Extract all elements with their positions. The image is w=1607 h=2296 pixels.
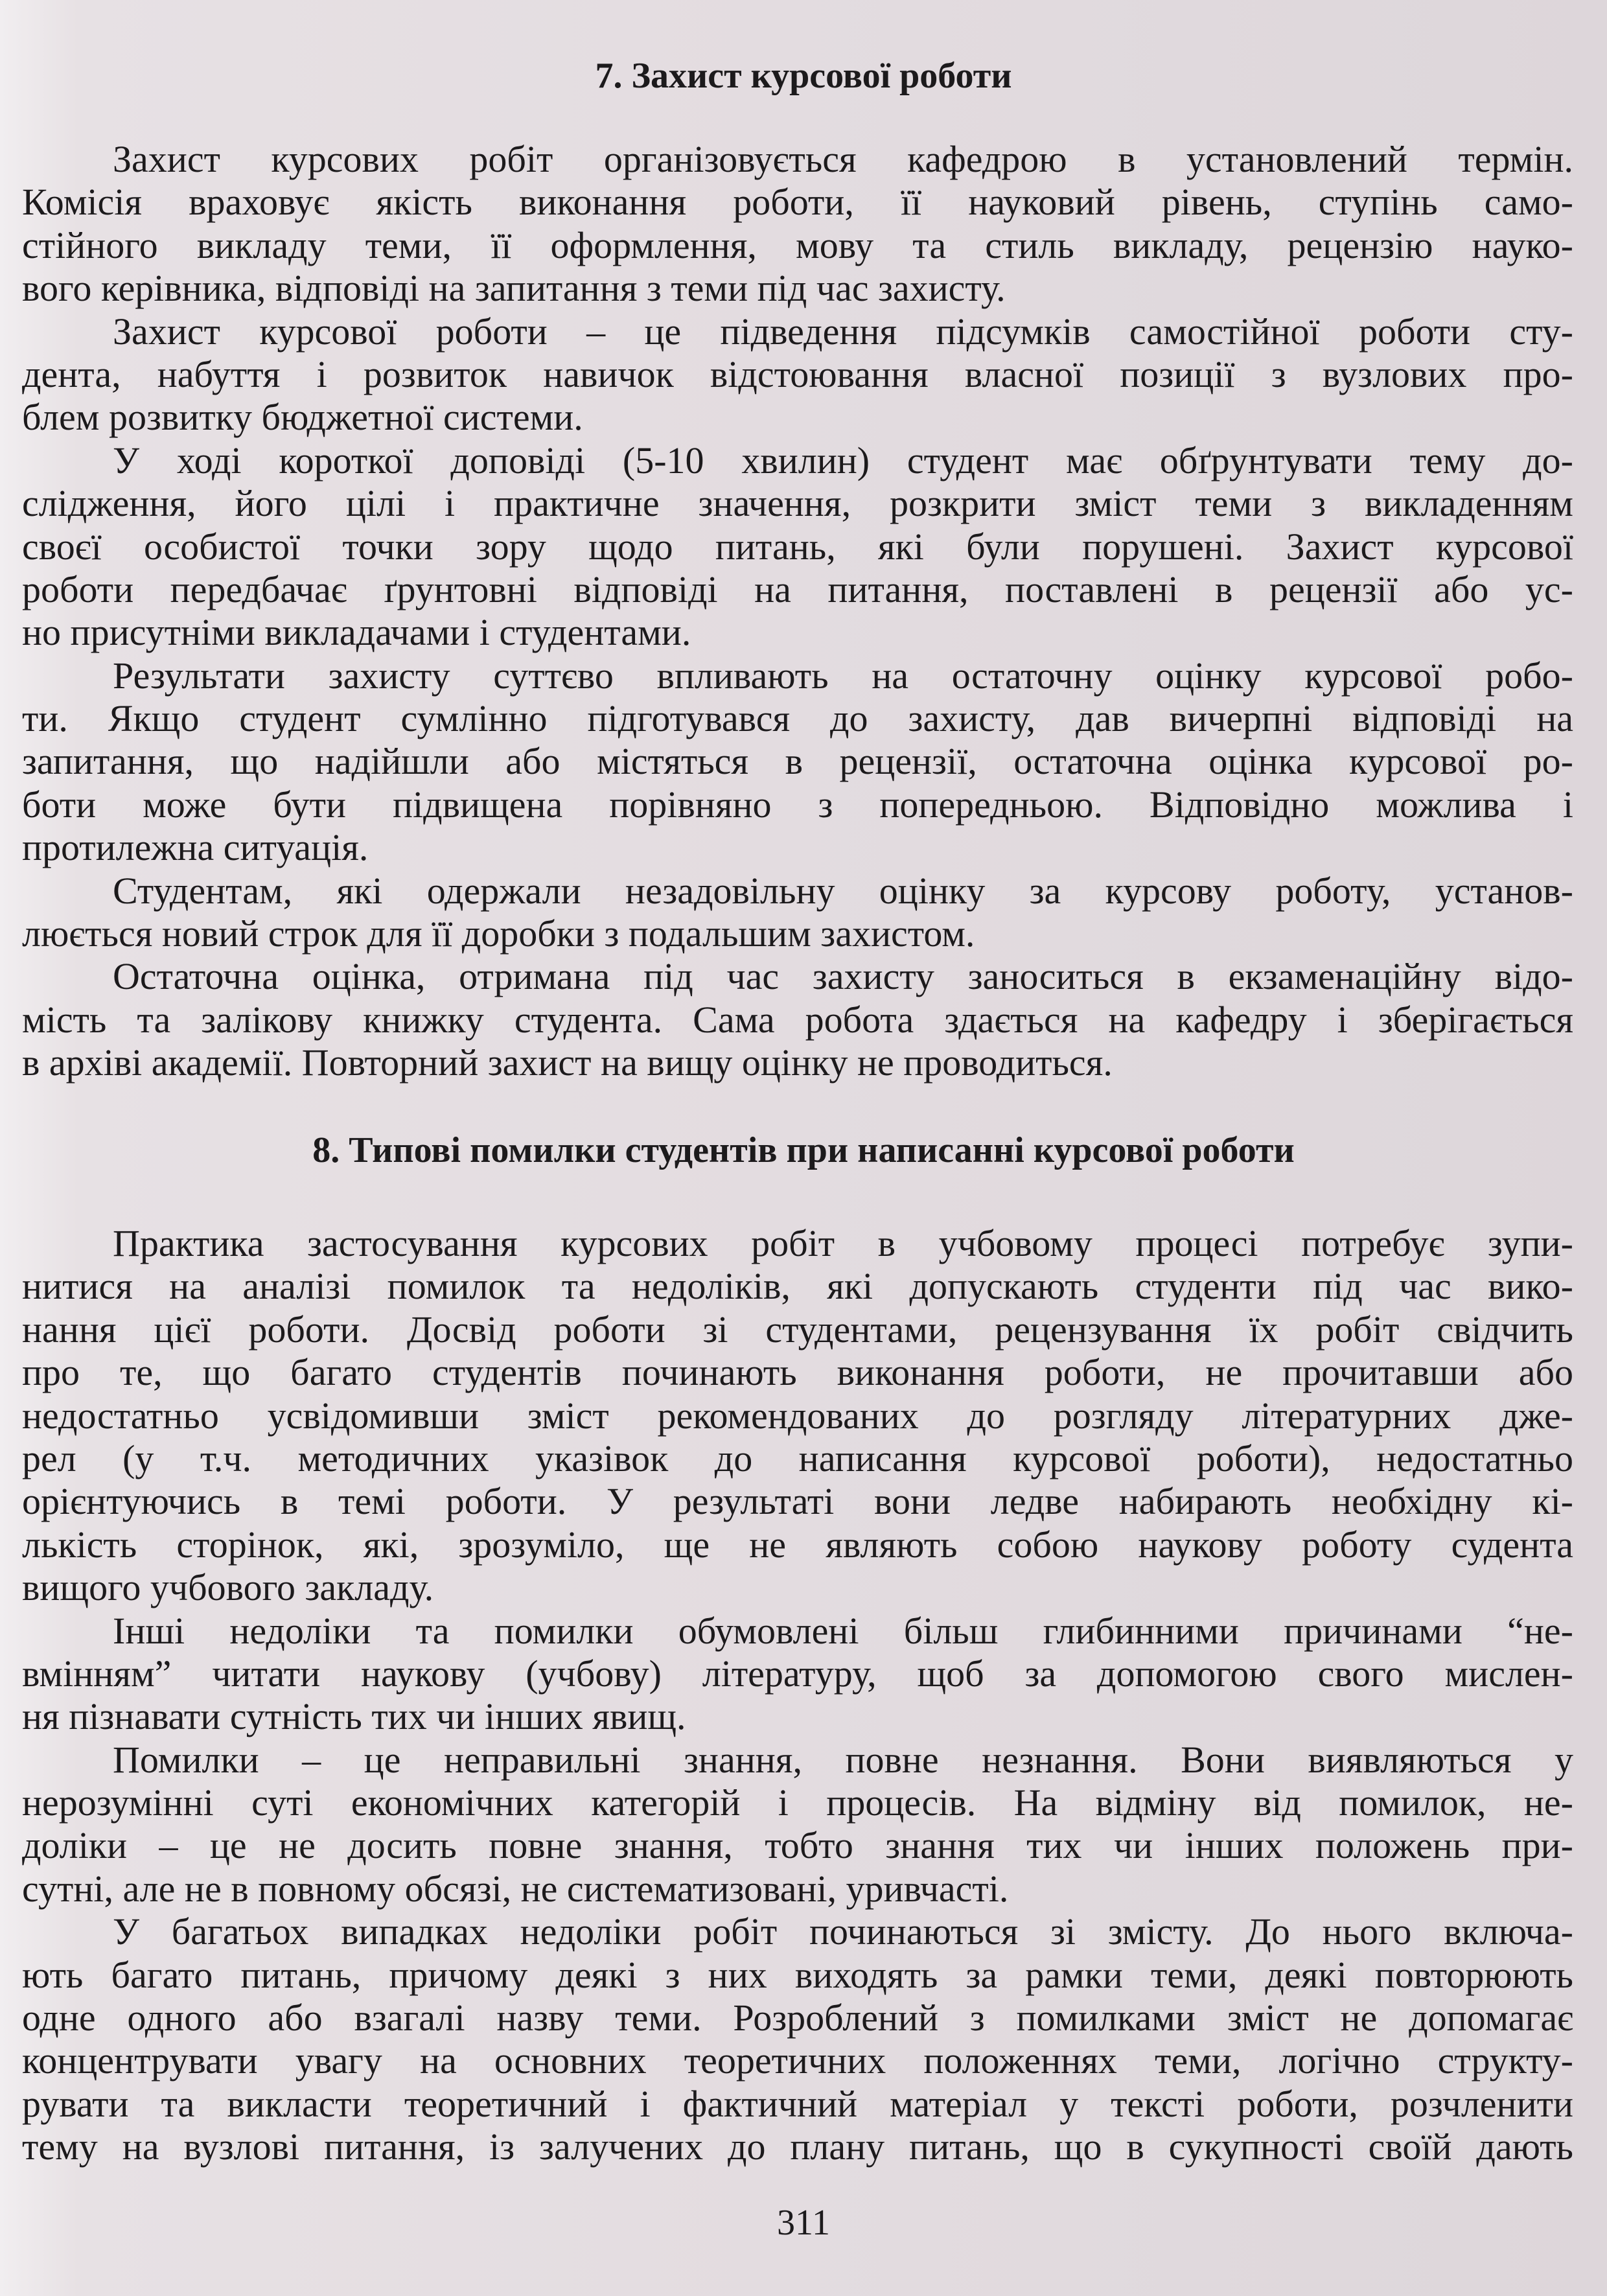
text-line: лькість сторінок, які, зрозуміло, ще не являють собою наукову роботу судента (22, 1523, 1573, 1566)
text-line: в архіві академії. Повторний захист на вищу оцінку не проводиться. (22, 1041, 1113, 1084)
text-line: Інші недоліки та помилки обумовлені більш глибинними причинами “не- (113, 1609, 1573, 1652)
paragraph (22, 138, 1573, 310)
text-line: Практика застосування курсових робіт в учбовому процесі потребує зупи- (113, 1222, 1573, 1264)
text-line: протилежна ситуація. (22, 826, 369, 869)
paragraph (22, 439, 1573, 655)
text-line: роботи передбачає ґрунтовні відповіді на питання, поставлені в рецензії або ус- (22, 568, 1573, 610)
text-line: У ході короткої доповіді (5-10 хвилин) студент має обґрунтувати тему до- (113, 439, 1573, 481)
text-line: но присутніми викладачами і студентами. (22, 611, 691, 654)
text-line: запитання, що надійшли або містяться в рецензії, остаточна оцінка курсової ро- (22, 740, 1573, 783)
text-line: блем розвитку бюджетної системи. (22, 396, 583, 439)
text-line: нитися на аналізі помилок та недоліків, які допускають студенти під час вико- (22, 1265, 1573, 1308)
section-8-heading: 8. Типові помилки студентів при написанні курсової роботи (312, 1130, 1295, 1170)
text-line: слідження, його цілі і практичне значення, розкрити зміст теми з викладенням (22, 482, 1573, 525)
text-line: рел (у т.ч. методичних указівок до написання курсової роботи), недостатньо (22, 1437, 1573, 1479)
section-7-heading: 7. Захист курсової роботи (595, 56, 1012, 96)
text-line: тему на вузлові питання, із залучених до плану питань, що в сукупності своїй дають (22, 2126, 1573, 2168)
text-line: своєї особистої точки зору щодо питань, які були порушені. Захист курсової (22, 525, 1573, 568)
paragraph (22, 655, 1573, 870)
text-line: Остаточна оцінка, отримана під час захисту заноситься в екзаменаційну відо- (113, 955, 1573, 998)
text-line: стійного викладу теми, її оформлення, мову та стиль викладу, рецензію науко- (22, 224, 1573, 266)
text-line: нання цієї роботи. Досвід роботи зі студентами, рецензування їх робіт свідчить (22, 1308, 1573, 1351)
text-line: Захист курсової роботи – це підведення підсумків самостійної роботи сту- (113, 310, 1573, 353)
text-line: одне одного або взагалі назву теми. Розроблений з помилками зміст не допомагає (22, 1997, 1573, 2039)
text-line: Студентам, які одержали незадовільну оцінку за курсову роботу, установ- (113, 869, 1573, 912)
text-line: ють багато питань, причому деякі з них виходять за рамки теми, деякі повторюють (22, 1953, 1573, 1996)
text-line: мість та залікову книжку студента. Сама робота здається на кафедру і зберігається (22, 998, 1573, 1041)
text-line: У багатьох випадках недоліки робіт починаються зі змісту. До нього включа- (113, 1910, 1573, 1953)
text-line: сутні, але не в повному обсязі, не систематизовані, уривчасті. (22, 1867, 1009, 1910)
text-line: орієнтуючись в темі роботи. У результаті вони ледве набирають необхідну кі- (22, 1480, 1573, 1523)
text-line: нерозумінні суті економічних категорій і процесів. На відміну від помилок, не- (22, 1781, 1573, 1824)
text-line: ти. Якщо студент сумлінно підготувався до захисту, дав вичерпні відповіді на (22, 697, 1573, 740)
text-line: про те, що багато студентів починають виконання роботи, не прочитавши або (22, 1351, 1573, 1394)
paragraph (22, 1222, 1573, 1610)
text-line: Помилки – це неправильні знання, повне незнання. Вони виявляються у (113, 1738, 1573, 1781)
text-line: концентрувати увагу на основних теоретичних положеннях теми, логічно структу- (22, 2039, 1573, 2082)
text-line: дента, набуття і розвиток навичок відстоювання власної позиції з вузлових про- (22, 353, 1573, 395)
section-8-body (22, 1222, 1573, 2169)
paragraph (22, 870, 1573, 956)
text-line: боти може бути підвищена порівняно з попередньою. Відповідно можлива і (22, 783, 1573, 826)
text-line: Захист курсових робіт організовується кафедрою в установлений термін. (113, 138, 1573, 180)
paragraph (22, 955, 1573, 1084)
paragraph (22, 1739, 1573, 1911)
text-line: рувати та викласти теоретичний і фактичний матеріал у тексті роботи, розчленити (22, 2082, 1573, 2125)
text-line: вмінням” читати наукову (учбову) літературу, щоб за допомогою свого мислен- (22, 1652, 1573, 1695)
text-line: недостатньо усвідомивши зміст рекомендованих до розгляду літературних дже- (22, 1394, 1573, 1437)
paragraph (22, 1610, 1573, 1739)
text-line: вого керівника, відповіді на запитання з теми під час захисту. (22, 267, 1006, 310)
section-7-body (22, 138, 1573, 1085)
text-line: Результати захисту суттєво впливають на остаточну оцінку курсової робо- (113, 654, 1573, 697)
page-number: 311 (777, 2203, 830, 2243)
paragraph (22, 1910, 1573, 2168)
text-line: доліки – це не досить повне знання, тобто знання тих чи інших положень при- (22, 1824, 1573, 1867)
paragraph (22, 310, 1573, 439)
text-line: ня пізнавати сутність тих чи інших явищ. (22, 1695, 686, 1738)
text-line: вищого учбового закладу. (22, 1566, 434, 1609)
text-line: Комісія враховує якість виконання роботи, її науковий рівень, ступінь само- (22, 181, 1573, 224)
text-line: люється новий строк для її доробки з подальшим захистом. (22, 912, 975, 955)
